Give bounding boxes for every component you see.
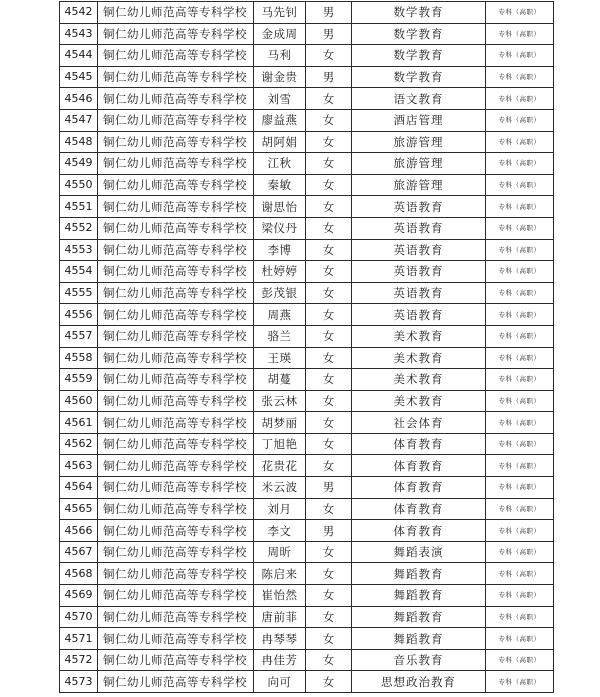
- student-name-cell: 花贵花: [254, 455, 306, 477]
- gender-cell: 女: [306, 455, 352, 477]
- school-name-cell: 铜仁幼儿师范高等专科学校: [98, 282, 254, 304]
- school-name-cell: 铜仁幼儿师范高等专科学校: [98, 45, 254, 67]
- school-name-cell: 铜仁幼儿师范高等专科学校: [98, 412, 254, 434]
- gender-cell: 女: [306, 131, 352, 153]
- school-name-cell: 铜仁幼儿师范高等专科学校: [98, 520, 254, 542]
- school-name-cell: 铜仁幼儿师范高等专科学校: [98, 390, 254, 412]
- student-name-cell: 杜婷婷: [254, 261, 306, 283]
- student-name-cell: 米云波: [254, 477, 306, 499]
- table-row: [60, 109, 554, 131]
- gender-cell: 女: [306, 606, 352, 628]
- major-cell: 舞蹈教育: [352, 628, 486, 650]
- major-cell: 体育教育: [352, 455, 486, 477]
- major-cell: 旅游管理: [352, 131, 486, 153]
- major-cell: 美术教育: [352, 390, 486, 412]
- major-cell: 舞蹈教育: [352, 563, 486, 585]
- student-name-cell: 胡梦丽: [254, 412, 306, 434]
- table-row: [60, 325, 554, 347]
- major-cell: 数学教育: [352, 2, 486, 24]
- gender-cell: 男: [306, 2, 352, 24]
- row-number-cell: 4559: [60, 369, 98, 391]
- major-cell: 美术教育: [352, 325, 486, 347]
- row-number-cell: 4543: [60, 23, 98, 45]
- student-name-cell: 李文: [254, 520, 306, 542]
- row-number-cell: 4568: [60, 563, 98, 585]
- major-cell: 美术教育: [352, 347, 486, 369]
- gender-cell: 女: [306, 563, 352, 585]
- major-cell: 英语教育: [352, 304, 486, 326]
- table-row: [60, 520, 554, 542]
- table-row: [60, 498, 554, 520]
- gender-cell: 女: [306, 541, 352, 563]
- table-row: [60, 217, 554, 239]
- row-number-cell: 4555: [60, 282, 98, 304]
- gender-cell: 男: [306, 477, 352, 499]
- school-name-cell: 铜仁幼儿师范高等专科学校: [98, 498, 254, 520]
- major-cell: 思想政治教育: [352, 671, 486, 693]
- student-name-cell: 胡蔓: [254, 369, 306, 391]
- gender-cell: 女: [306, 45, 352, 67]
- education-level-cell: 专科（高职）: [486, 217, 554, 239]
- student-name-cell: 周昕: [254, 541, 306, 563]
- education-level-cell: 专科（高职）: [486, 325, 554, 347]
- education-level-cell: 专科（高职）: [486, 261, 554, 283]
- education-level-cell: 专科（高职）: [486, 347, 554, 369]
- gender-cell: 女: [306, 649, 352, 671]
- school-name-cell: 铜仁幼儿师范高等专科学校: [98, 153, 254, 175]
- education-level-cell: 专科（高职）: [486, 369, 554, 391]
- row-number-cell: 4558: [60, 347, 98, 369]
- table-row: [60, 45, 554, 67]
- table-row: [60, 390, 554, 412]
- gender-cell: 女: [306, 153, 352, 175]
- row-number-cell: 4557: [60, 325, 98, 347]
- school-name-cell: 铜仁幼儿师范高等专科学校: [98, 109, 254, 131]
- school-name-cell: 铜仁幼儿师范高等专科学校: [98, 347, 254, 369]
- table-row: [60, 196, 554, 218]
- row-number-cell: 4573: [60, 671, 98, 693]
- school-name-cell: 铜仁幼儿师范高等专科学校: [98, 196, 254, 218]
- school-name-cell: 铜仁幼儿师范高等专科学校: [98, 325, 254, 347]
- row-number-cell: 4571: [60, 628, 98, 650]
- gender-cell: 女: [306, 390, 352, 412]
- row-number-cell: 4550: [60, 174, 98, 196]
- school-name-cell: 铜仁幼儿师范高等专科学校: [98, 455, 254, 477]
- major-cell: 英语教育: [352, 282, 486, 304]
- major-cell: 社会体育: [352, 412, 486, 434]
- school-name-cell: 铜仁幼儿师范高等专科学校: [98, 239, 254, 261]
- table-row: [60, 628, 554, 650]
- student-name-cell: 刘月: [254, 498, 306, 520]
- education-level-cell: 专科（高职）: [486, 239, 554, 261]
- row-number-cell: 4553: [60, 239, 98, 261]
- table-row: [60, 239, 554, 261]
- school-name-cell: 铜仁幼儿师范高等专科学校: [98, 477, 254, 499]
- row-number-cell: 4546: [60, 88, 98, 110]
- school-name-cell: 铜仁幼儿师范高等专科学校: [98, 369, 254, 391]
- gender-cell: 女: [306, 109, 352, 131]
- table-row: [60, 261, 554, 283]
- student-name-cell: 张云林: [254, 390, 306, 412]
- table-body: [60, 2, 554, 693]
- education-level-cell: 专科（高职）: [486, 282, 554, 304]
- row-number-cell: 4563: [60, 455, 98, 477]
- student-name-cell: 廖益燕: [254, 109, 306, 131]
- table-row: [60, 477, 554, 499]
- row-number-cell: 4549: [60, 153, 98, 175]
- school-name-cell: 铜仁幼儿师范高等专科学校: [98, 23, 254, 45]
- gender-cell: 女: [306, 239, 352, 261]
- major-cell: 数学教育: [352, 23, 486, 45]
- gender-cell: 女: [306, 304, 352, 326]
- gender-cell: 女: [306, 196, 352, 218]
- student-name-cell: 王瑛: [254, 347, 306, 369]
- row-number-cell: 4556: [60, 304, 98, 326]
- gender-cell: 男: [306, 66, 352, 88]
- education-level-cell: 专科（高职）: [486, 477, 554, 499]
- education-level-cell: 专科（高职）: [486, 131, 554, 153]
- gender-cell: 女: [306, 261, 352, 283]
- table-row: [60, 541, 554, 563]
- school-name-cell: 铜仁幼儿师范高等专科学校: [98, 131, 254, 153]
- gender-cell: 女: [306, 433, 352, 455]
- gender-cell: 女: [306, 412, 352, 434]
- school-name-cell: 铜仁幼儿师范高等专科学校: [98, 563, 254, 585]
- major-cell: 舞蹈表演: [352, 541, 486, 563]
- school-name-cell: 铜仁幼儿师范高等专科学校: [98, 261, 254, 283]
- student-name-cell: 丁旭艳: [254, 433, 306, 455]
- student-name-cell: 李博: [254, 239, 306, 261]
- major-cell: 舞蹈教育: [352, 585, 486, 607]
- table-row: [60, 433, 554, 455]
- major-cell: 英语教育: [352, 261, 486, 283]
- major-cell: 体育教育: [352, 433, 486, 455]
- major-cell: 旅游管理: [352, 153, 486, 175]
- table-row: [60, 153, 554, 175]
- education-level-cell: 专科（高职）: [486, 433, 554, 455]
- education-level-cell: 专科（高职）: [486, 520, 554, 542]
- table-row: [60, 66, 554, 88]
- student-name-cell: 唐前菲: [254, 606, 306, 628]
- gender-cell: 女: [306, 671, 352, 693]
- major-cell: 体育教育: [352, 477, 486, 499]
- table-row: [60, 369, 554, 391]
- student-name-cell: 向可: [254, 671, 306, 693]
- school-name-cell: 铜仁幼儿师范高等专科学校: [98, 304, 254, 326]
- student-name-cell: 陈启来: [254, 563, 306, 585]
- school-name-cell: 铜仁幼儿师范高等专科学校: [98, 433, 254, 455]
- education-level-cell: 专科（高职）: [486, 412, 554, 434]
- major-cell: 旅游管理: [352, 174, 486, 196]
- row-number-cell: 4554: [60, 261, 98, 283]
- gender-cell: 女: [306, 282, 352, 304]
- table-row: [60, 88, 554, 110]
- student-name-cell: 骆兰: [254, 325, 306, 347]
- education-level-cell: 专科（高职）: [486, 196, 554, 218]
- education-level-cell: 专科（高职）: [486, 88, 554, 110]
- student-list-table: [59, 1, 554, 693]
- student-name-cell: 马先钊: [254, 2, 306, 24]
- student-name-cell: 周燕: [254, 304, 306, 326]
- gender-cell: 女: [306, 325, 352, 347]
- education-level-cell: 专科（高职）: [486, 66, 554, 88]
- row-number-cell: 4544: [60, 45, 98, 67]
- row-number-cell: 4565: [60, 498, 98, 520]
- major-cell: 英语教育: [352, 239, 486, 261]
- school-name-cell: 铜仁幼儿师范高等专科学校: [98, 585, 254, 607]
- row-number-cell: 4548: [60, 131, 98, 153]
- student-name-cell: 梁仪丹: [254, 217, 306, 239]
- education-level-cell: 专科（高职）: [486, 498, 554, 520]
- table-row: [60, 455, 554, 477]
- education-level-cell: 专科（高职）: [486, 563, 554, 585]
- table-row: [60, 304, 554, 326]
- student-name-cell: 秦敏: [254, 174, 306, 196]
- education-level-cell: 专科（高职）: [486, 455, 554, 477]
- major-cell: 美术教育: [352, 369, 486, 391]
- gender-cell: 女: [306, 88, 352, 110]
- gender-cell: 女: [306, 628, 352, 650]
- student-name-cell: 刘雪: [254, 88, 306, 110]
- school-name-cell: 铜仁幼儿师范高等专科学校: [98, 606, 254, 628]
- education-level-cell: 专科（高职）: [486, 45, 554, 67]
- row-number-cell: 4572: [60, 649, 98, 671]
- gender-cell: 女: [306, 217, 352, 239]
- education-level-cell: 专科（高职）: [486, 23, 554, 45]
- table-row: [60, 412, 554, 434]
- gender-cell: 男: [306, 23, 352, 45]
- education-level-cell: 专科（高职）: [486, 585, 554, 607]
- student-name-cell: 冉佳芳: [254, 649, 306, 671]
- row-number-cell: 4542: [60, 2, 98, 24]
- row-number-cell: 4560: [60, 390, 98, 412]
- student-name-cell: 胡阿娟: [254, 131, 306, 153]
- education-level-cell: 专科（高职）: [486, 304, 554, 326]
- table-row: [60, 563, 554, 585]
- row-number-cell: 4570: [60, 606, 98, 628]
- major-cell: 舞蹈教育: [352, 606, 486, 628]
- education-level-cell: 专科（高职）: [486, 606, 554, 628]
- school-name-cell: 铜仁幼儿师范高等专科学校: [98, 217, 254, 239]
- row-number-cell: 4561: [60, 412, 98, 434]
- row-number-cell: 4545: [60, 66, 98, 88]
- education-level-cell: 专科（高职）: [486, 390, 554, 412]
- major-cell: 数学教育: [352, 66, 486, 88]
- row-number-cell: 4552: [60, 217, 98, 239]
- table-row: [60, 23, 554, 45]
- education-level-cell: 专科（高职）: [486, 628, 554, 650]
- major-cell: 英语教育: [352, 217, 486, 239]
- row-number-cell: 4564: [60, 477, 98, 499]
- school-name-cell: 铜仁幼儿师范高等专科学校: [98, 649, 254, 671]
- school-name-cell: 铜仁幼儿师范高等专科学校: [98, 541, 254, 563]
- row-number-cell: 4569: [60, 585, 98, 607]
- major-cell: 数学教育: [352, 45, 486, 67]
- table-row: [60, 282, 554, 304]
- major-cell: 酒店管理: [352, 109, 486, 131]
- school-name-cell: 铜仁幼儿师范高等专科学校: [98, 671, 254, 693]
- table-row: [60, 671, 554, 693]
- education-level-cell: 专科（高职）: [486, 153, 554, 175]
- row-number-cell: 4547: [60, 109, 98, 131]
- school-name-cell: 铜仁幼儿师范高等专科学校: [98, 88, 254, 110]
- student-name-cell: 冉琴琴: [254, 628, 306, 650]
- student-name-cell: 马利: [254, 45, 306, 67]
- education-level-cell: 专科（高职）: [486, 109, 554, 131]
- major-cell: 英语教育: [352, 196, 486, 218]
- student-name-cell: 谢金贵: [254, 66, 306, 88]
- gender-cell: 女: [306, 347, 352, 369]
- gender-cell: 女: [306, 369, 352, 391]
- school-name-cell: 铜仁幼儿师范高等专科学校: [98, 628, 254, 650]
- table-row: [60, 347, 554, 369]
- gender-cell: 女: [306, 498, 352, 520]
- gender-cell: 男: [306, 520, 352, 542]
- student-name-cell: 崔怡然: [254, 585, 306, 607]
- row-number-cell: 4566: [60, 520, 98, 542]
- school-name-cell: 铜仁幼儿师范高等专科学校: [98, 66, 254, 88]
- row-number-cell: 4567: [60, 541, 98, 563]
- table-row: [60, 585, 554, 607]
- major-cell: 语文教育: [352, 88, 486, 110]
- table-row: [60, 649, 554, 671]
- student-name-cell: 彭茂银: [254, 282, 306, 304]
- student-name-cell: 金成周: [254, 23, 306, 45]
- education-level-cell: 专科（高职）: [486, 541, 554, 563]
- gender-cell: 女: [306, 585, 352, 607]
- major-cell: 音乐教育: [352, 649, 486, 671]
- row-number-cell: 4551: [60, 196, 98, 218]
- school-name-cell: 铜仁幼儿师范高等专科学校: [98, 174, 254, 196]
- major-cell: 体育教育: [352, 498, 486, 520]
- student-name-cell: 谢思怡: [254, 196, 306, 218]
- education-level-cell: 专科（高职）: [486, 671, 554, 693]
- table-row: [60, 2, 554, 24]
- table-row: [60, 606, 554, 628]
- student-name-cell: 江秋: [254, 153, 306, 175]
- education-level-cell: 专科（高职）: [486, 649, 554, 671]
- gender-cell: 女: [306, 174, 352, 196]
- education-level-cell: 专科（高职）: [486, 2, 554, 24]
- row-number-cell: 4562: [60, 433, 98, 455]
- table-row: [60, 174, 554, 196]
- education-level-cell: 专科（高职）: [486, 174, 554, 196]
- school-name-cell: 铜仁幼儿师范高等专科学校: [98, 2, 254, 24]
- table-row: [60, 131, 554, 153]
- major-cell: 体育教育: [352, 520, 486, 542]
